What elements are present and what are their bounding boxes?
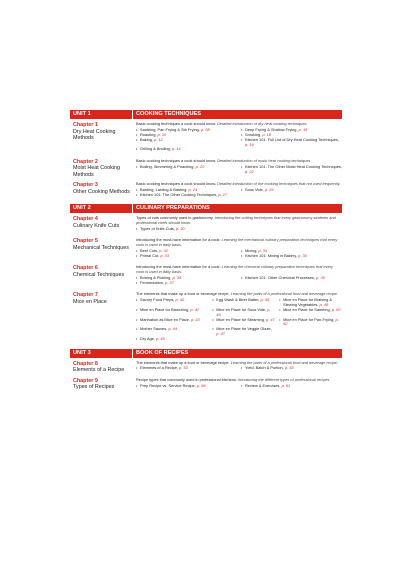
page-reference[interactable]: p. 46	[216, 306, 271, 317]
chapter-topic[interactable]	[241, 254, 342, 259]
topic-label: Sautéing, Pan Frying & Stir Frying,	[140, 126, 200, 132]
page-reference[interactable]: p. 55	[284, 365, 294, 371]
topic-label: Marination as Mice en Place,	[140, 316, 190, 322]
chapter-number[interactable]: Chapter 4	[73, 216, 98, 223]
topic-list	[136, 128, 342, 153]
page-reference[interactable]: p. 24	[188, 187, 198, 193]
page-reference[interactable]: p. 52	[283, 316, 339, 327]
chapter-topic[interactable]	[241, 366, 342, 371]
chapter-heading	[70, 122, 132, 155]
chapter-title[interactable]: Dry Heat Cooking Methods	[73, 128, 116, 141]
description-text: Introducing the must-have information for a cook:	[136, 237, 221, 243]
chapter-entry	[70, 216, 342, 234]
topic-label: Kitchen 101: Mixing in Bakery,	[245, 252, 298, 258]
topic-list	[136, 188, 342, 198]
topic-list	[136, 298, 342, 342]
page-reference[interactable]: p. 34	[258, 247, 268, 253]
chapter-content	[132, 292, 342, 344]
chapter-topic[interactable]	[241, 384, 342, 389]
chapter-block	[136, 182, 342, 198]
topic-label: Mice en Place for Veggie Glaze,	[216, 326, 272, 332]
description-text: Types of cuts commonly used in gastronomy.	[136, 215, 214, 221]
chapter-entry	[70, 182, 342, 200]
unit-title: BOOK OF RECIPES	[132, 349, 342, 358]
description-text: Basic cooking techniques a cook should know.	[136, 157, 217, 163]
chapter-block	[136, 361, 342, 372]
topic-label: Deep Frying & Shallow Frying,	[245, 126, 298, 132]
unit-header	[70, 110, 342, 119]
chapter-number[interactable]: Chapter 3	[73, 182, 98, 189]
chapter-content	[132, 361, 342, 374]
page-reference[interactable]: p. 26	[264, 187, 274, 193]
chapter-description	[136, 216, 342, 226]
page-reference[interactable]: p. 10	[157, 131, 167, 137]
page-reference[interactable]: p. 48	[319, 301, 329, 307]
topic-list	[136, 249, 342, 259]
chapter-block	[136, 216, 342, 232]
topic-label: Mice en Place for Braising & Stewing Vegetables,	[283, 296, 333, 307]
topic-label: Mice en Place for Steaming,	[216, 316, 265, 322]
description-text: Basic cooking techniques a cook should know.	[136, 121, 217, 126]
chapter-number[interactable]: Chapter 2	[73, 158, 98, 165]
chapter-number[interactable]: Chapter 8	[73, 360, 98, 367]
unit-label: UNIT 2	[70, 204, 132, 213]
page-reference[interactable]: p. 08	[201, 126, 210, 132]
chapter-content	[132, 378, 342, 391]
page-reference[interactable]: p. 44	[168, 326, 177, 332]
chapter-topic[interactable]	[241, 138, 342, 148]
page-reference[interactable]: p. 27	[218, 191, 228, 197]
topic-label: Mice en Place for Pan-Frying,	[283, 316, 335, 322]
topic-label: Kitchen 101: The Other Cooking Techniques,	[140, 191, 218, 197]
topic-label: Boiling, Simmering & Poaching,	[140, 163, 195, 169]
description-text: Introducing the must-have information for a cook:	[136, 264, 221, 270]
description-detail: Learning the parts of a professional food and beverage recipe.	[230, 359, 339, 365]
chapter-entry	[70, 159, 342, 178]
chapter-entry	[70, 122, 342, 155]
page-reference[interactable]: p. 42	[190, 306, 200, 312]
unit-title: COOKING TECHNIQUES	[132, 110, 342, 119]
topic-label: Beef Cuts,	[140, 247, 159, 253]
chapter-topic[interactable]	[241, 276, 342, 281]
chapter-number[interactable]: Chapter 5	[73, 238, 98, 245]
chapter-block	[136, 122, 342, 152]
description-detail: Detailed introduction of the cooking techniques that not used frequently.	[217, 181, 341, 187]
unit-header	[70, 204, 342, 213]
description-text: The elements that make up a food or beverage recipe.	[136, 359, 230, 365]
chapter-number[interactable]: Chapter 9	[73, 377, 98, 384]
page-reference[interactable]: p. 30	[175, 225, 185, 231]
chapter-topic[interactable]	[136, 193, 237, 198]
topic-label: Kitchen 101: Other Chemical Processes,	[245, 274, 316, 280]
page-reference[interactable]: p. 14	[172, 146, 181, 152]
topic-label: Kitchen 101: The Other Moist Heat Cooking Techniques,	[245, 163, 342, 169]
page-reference[interactable]: p. 16	[298, 126, 308, 132]
topic-label: Roasting,	[140, 131, 157, 137]
topic-label: Mother Sauces,	[140, 326, 168, 332]
chapter-title[interactable]: Types of Recipes	[73, 384, 115, 391]
topic-label: Baking,	[140, 136, 153, 142]
page-reference[interactable]: p. 39	[316, 274, 325, 280]
description-detail: Learning the chemical culinary preparation techniques that every cook is used in daily basis.	[136, 264, 334, 275]
topic-label: Smoking,	[245, 131, 262, 137]
topic-label: Brining & Pickling,	[140, 274, 172, 280]
page-reference[interactable]: p. 53	[179, 365, 188, 371]
chapter-title[interactable]: Other Cooking Methods	[73, 188, 130, 195]
chapter-heading	[70, 292, 132, 344]
topic-label: Review & Exercises,	[245, 382, 281, 388]
topic-label: Dry Age,	[140, 336, 155, 342]
chapter-heading	[70, 361, 132, 374]
description-text: The elements that make up a food or beverage recipe.	[136, 291, 230, 297]
chapter-topic[interactable]	[136, 254, 237, 259]
chapter-topic[interactable]	[241, 188, 342, 193]
description-detail: Introducing the cutting techniques that every gastronomy students and professional chefs should know.	[136, 215, 336, 226]
topic-label: Types of Knife Cuts,	[140, 225, 175, 231]
page-reference[interactable]: p. 40	[175, 296, 185, 302]
topic-label: Savory Food Preps,	[140, 296, 175, 302]
description-text: Recipe types that commonly used in professional kitchens.	[136, 376, 237, 382]
topic-label: Primal Cut,	[140, 252, 160, 258]
chapter-block	[136, 378, 342, 389]
chapter-entry	[70, 378, 342, 391]
chapter-content	[132, 216, 342, 234]
page-reference[interactable]: p. 50	[331, 306, 341, 312]
chapter-title[interactable]: Culinary Knife Cuts	[73, 222, 120, 229]
chapter-entry	[70, 361, 342, 374]
chapter-heading	[70, 378, 132, 391]
chapter-topic[interactable]	[212, 327, 275, 337]
unit-label: UNIT 1	[70, 110, 132, 119]
chapter-content	[132, 122, 342, 155]
page-reference[interactable]: p. 56	[196, 382, 206, 388]
chapter-number[interactable]: Chapter 6	[73, 265, 98, 272]
chapter-title[interactable]: Mice en Place	[73, 298, 107, 305]
description-detail: Introducing the different types of professional recipes.	[238, 376, 331, 382]
page-reference[interactable]: p. 36	[172, 274, 182, 280]
unit-header	[70, 349, 342, 358]
page-reference[interactable]: p. 20	[195, 163, 205, 169]
page-reference[interactable]: p. 43	[191, 316, 200, 322]
page-reference[interactable]: p. 61	[281, 382, 291, 388]
page-reference[interactable]: p. 35	[298, 252, 307, 258]
chapter-block	[136, 159, 342, 175]
chapter-topic[interactable]	[136, 337, 208, 342]
page-reference[interactable]: p. 22	[245, 168, 254, 174]
chapter-entry	[70, 265, 342, 288]
topic-label: Sous Vide,	[245, 187, 264, 193]
chapter-topic[interactable]	[136, 147, 237, 152]
topic-label: Egg Wash & Beer Batter,	[216, 296, 260, 302]
topic-list	[136, 227, 342, 232]
topic-label: Barding, Larding & Basting,	[140, 187, 188, 193]
description-text: Basic cooking techniques a cook should know.	[136, 181, 217, 187]
topic-list	[136, 384, 342, 389]
page-reference[interactable]: p. 47	[216, 331, 225, 337]
chapter-title[interactable]: Moist Heat Cooking Methods	[73, 165, 121, 178]
chapter-topic[interactable]	[279, 318, 342, 328]
topic-label: Kitchen 101: Full List of Dry Heat Cooking Techniques,	[245, 136, 340, 142]
unit-title: CULINARY PREPARATIONS	[132, 204, 342, 213]
chapter-description	[136, 265, 342, 275]
description-detail: Learning the mechanical culinary preparation techniques that every cook is used in daily basis.	[136, 237, 338, 248]
chapter-content	[132, 265, 342, 288]
chapter-number[interactable]: Chapter 7	[73, 292, 98, 299]
topic-label: Elements of a Recipe,	[140, 365, 179, 371]
page-reference[interactable]: p. 12	[154, 136, 163, 142]
table-of-contents	[70, 110, 342, 395]
chapter-heading	[70, 216, 132, 234]
page-reference[interactable]: p. 32	[159, 247, 168, 253]
description-detail: Detailed introduction of moist heat cooking techniques.	[217, 157, 312, 163]
topic-label: Mice en Place for Sautéing,	[283, 306, 331, 312]
chapter-title[interactable]: Elements of a Recipe	[73, 367, 125, 374]
chapter-content	[132, 182, 342, 200]
chapter-title[interactable]: Chemical Techniques	[73, 271, 125, 278]
unit-label: UNIT 3	[70, 349, 132, 358]
chapter-heading	[70, 159, 132, 178]
description-detail: Learning the parts of a professional food and beverage recipe.	[230, 291, 339, 297]
chapter-block	[136, 238, 342, 258]
chapter-topic[interactable]	[136, 366, 237, 371]
page-reference[interactable]: p. 18	[262, 131, 271, 137]
description-detail: Detailed introduction of dry heat cooking techniques.	[217, 121, 308, 126]
chapter-block	[136, 265, 342, 285]
chapter-description	[136, 238, 342, 248]
page-reference[interactable]: p. 45	[156, 336, 165, 342]
chapter-content	[132, 238, 342, 261]
chapter-heading	[70, 238, 132, 261]
chapter-topic[interactable]	[136, 384, 237, 389]
topic-label: Yield, Batch & Portion,	[245, 365, 284, 371]
chapter-topic[interactable]	[136, 281, 237, 286]
chapter-number[interactable]: Chapter 1	[73, 122, 98, 128]
topic-list	[136, 276, 342, 286]
chapter-entry	[70, 292, 342, 344]
topic-label: Mice en Place for Blanching,	[140, 306, 190, 312]
page-reference[interactable]: p. 19	[245, 141, 254, 147]
chapter-topic[interactable]	[241, 165, 342, 175]
chapter-heading	[70, 182, 132, 200]
page-reference[interactable]: p. 45	[260, 296, 270, 302]
topic-label: Prep Recipe vs. Service Recipe,	[140, 382, 196, 388]
page-reference[interactable]: p. 37	[165, 279, 174, 285]
topic-label: Mixing,	[245, 247, 258, 253]
topic-label: Grilling & Broiling,	[140, 146, 171, 152]
chapter-topic[interactable]	[136, 227, 237, 232]
chapter-block	[136, 292, 342, 342]
topic-list	[136, 165, 342, 175]
chapter-content	[132, 159, 342, 178]
chapter-title[interactable]: Mechanical Techniques	[73, 244, 129, 251]
chapter-entry	[70, 238, 342, 261]
chapter-topic[interactable]	[136, 165, 237, 175]
topic-label: Mice en Place for Sous Vide,	[216, 306, 267, 312]
chapter-heading	[70, 265, 132, 288]
page-reference[interactable]: p. 47	[266, 316, 275, 322]
page-reference[interactable]: p. 33	[160, 252, 169, 258]
topic-label: Fermentation,	[140, 279, 165, 285]
topic-list	[136, 366, 342, 371]
